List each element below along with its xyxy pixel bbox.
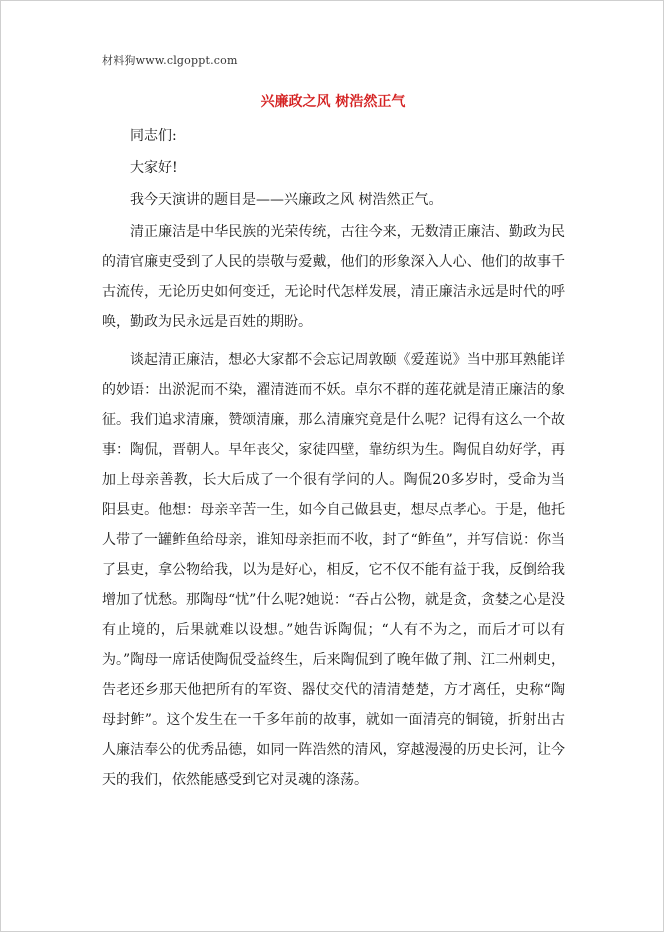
source-header: 材料狗www.clgoppt.com [102,54,238,67]
salutation-paragraph: 同志们: [130,128,177,144]
greeting-paragraph: 大家好! [130,160,178,176]
topic-paragraph: 我今天演讲的题目是——兴廉政之风 树浩然正气。 [130,192,443,208]
document-body [102,121,565,803]
document-title: 兴廉政之风 树浩然正气 [260,94,406,110]
body-paragraph: 谈起清正廉洁，想必大家都不会忘记周敦颐《爱莲说》当中那耳熟能详的妙语：出淤泥而不染，濯清涟而不妖。卓尔不群的莲花就是清正廉洁的象征。我们追求清廉，赞颂清廉，那么清廉究竟是什么呢？记得有这么一个故事：陶侃，晋朝人。早年丧父，家徒四壁，靠纺织为生。陶侃自幼好学，再加上母亲善教，长大后成了一个很有学问的人。陶侃20多岁时，受命为当阳县吏。他想：母亲辛苦一生，如今自己做县吏，想尽点孝心。于是，他托人带了一罐鲊鱼给母亲，谁知母亲拒而不收，封了“鲊鱼”，并写信说：你当了县吏，拿公物给我，以为是好心，相反，它不仅不能有益于我，反倒给我增加了忧愁。那陶母“忧”什么呢?她说：“吞占公物，就是贪，贪婪之心是没有止境的，后果就难以设想。”她告诉陶侃；“人有不为之，而后才可以有为。”陶母一席话使陶侃受益终生，后来陶侃到了晚年做了荆、江二州刺史，告老还乡那天他把所有的军资、器仗交代的清清楚楚，方才离任，史称“陶母封鲊”。这个发生在一千多年前的故事，就如一面清亮的铜镜，折射出古人廉洁奉公的优秀品德，如同一阵浩然的清风，穿越漫漫的历史长河，让今天的我们，依然能感受到它对灵魂的涤荡。 [102,352,565,788]
body-paragraph: 清正廉洁是中华民族的光荣传统，古往今来，无数清正廉洁、勤政为民的清官廉吏受到了人民的崇敬与爱戴，他们的形象深入人心、他们的故事千古流传，无论历史如何变迁，无论时代怎样发展，清正廉洁永远是时代的呼唤，勤政为民永远是百姓的期盼。 [102,224,565,330]
